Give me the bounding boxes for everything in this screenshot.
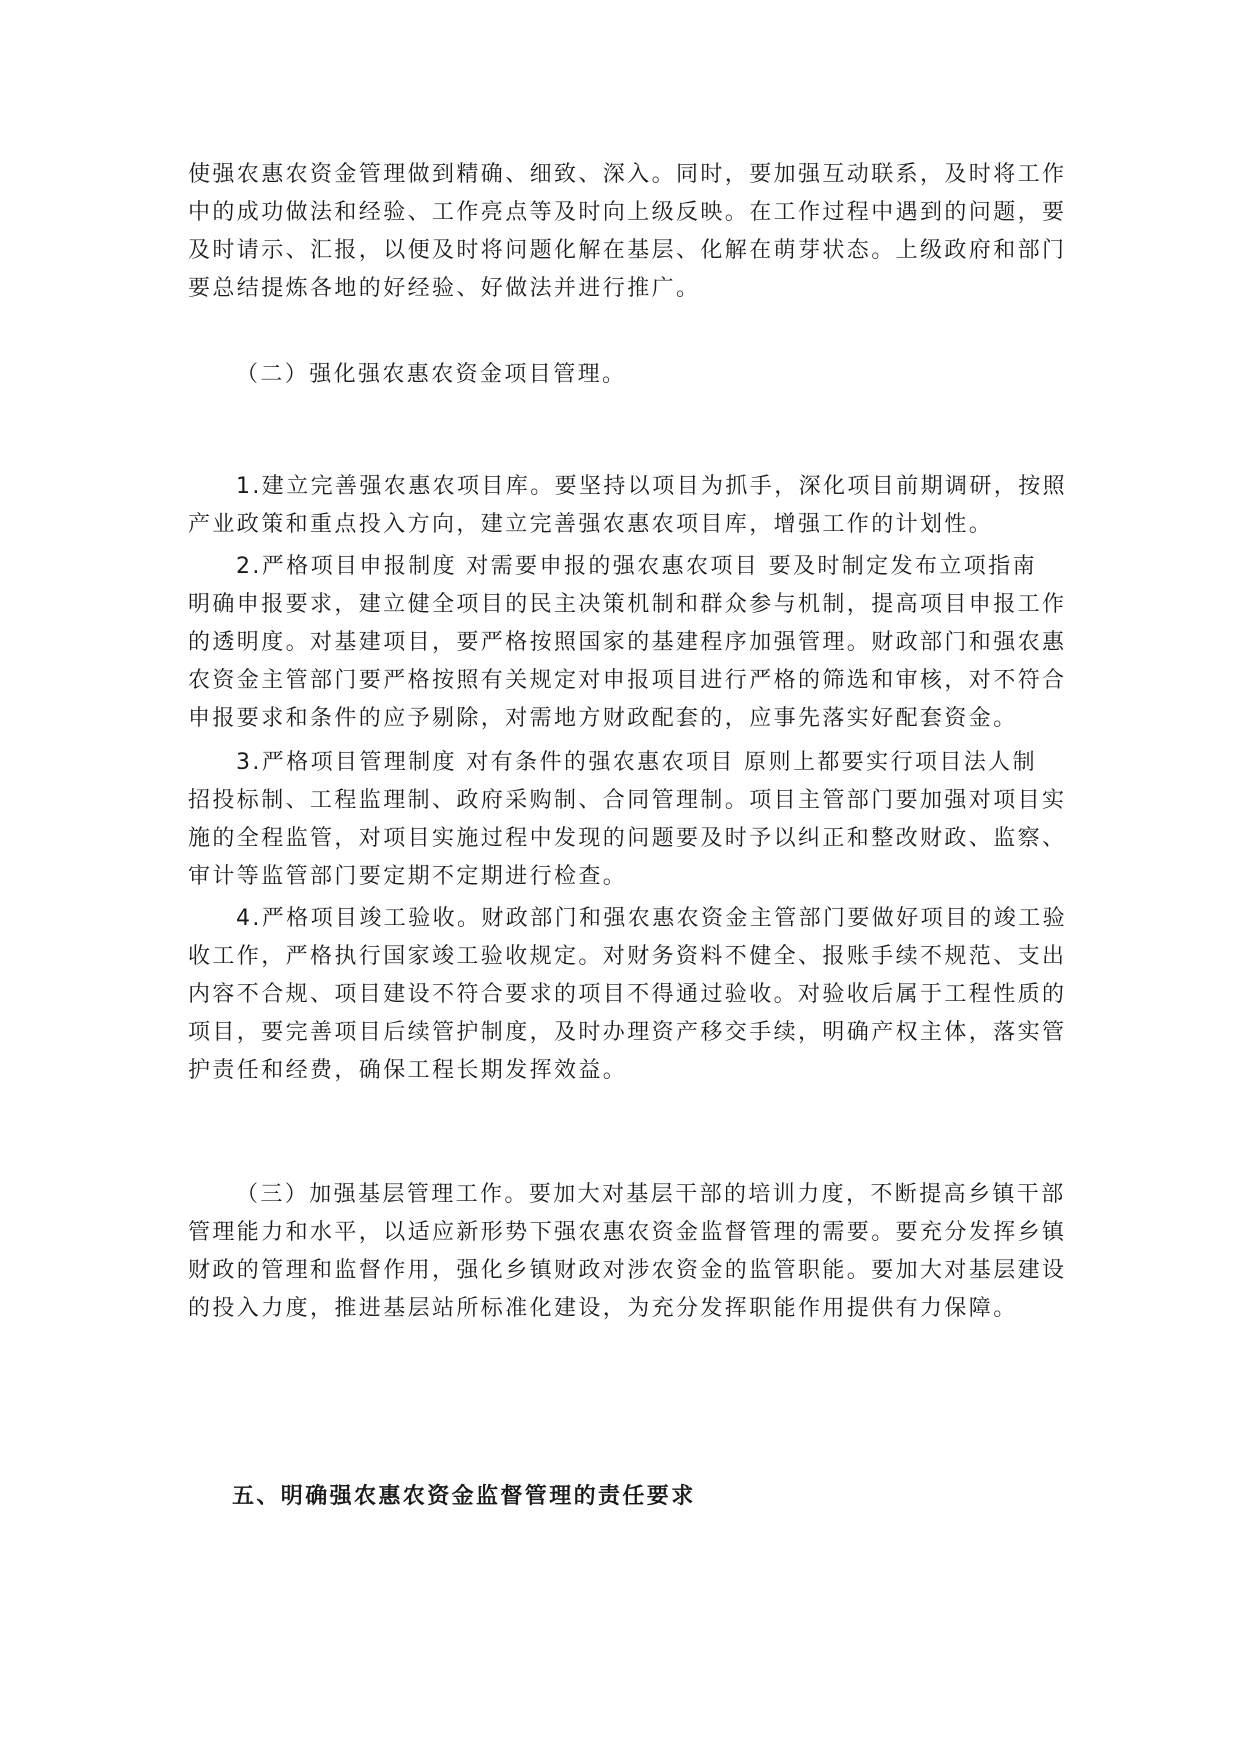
section-two-heading: （二）强化强农惠农资金项目管理。 xyxy=(236,362,627,387)
paragraph-line: 明确申报要求，建立健全项目的民主决策机制和群众参与机制，提高项目申报工作 xyxy=(188,592,1067,617)
paragraph-line: 项目，要完善项目后续管护制度，及时办理资产移交手续，明确产权主体，落实管 xyxy=(188,1020,1067,1045)
paragraph-line: 要总结提炼各地的好经验、好做法并进行推广。 xyxy=(188,276,701,301)
paragraph-line: 2.严格项目申报制度 对需要申报的强农惠农项目 要及时制定发布立项指南 xyxy=(236,554,1037,579)
paragraph-line: 财政的管理和监督作用，强化乡镇财政对涉农资金的监管职能。要加大对基层建设 xyxy=(188,1258,1067,1283)
paragraph-line: 1.建立完善强农惠农项目库。要坚持以项目为抓手，深化项目前期调研，按照 xyxy=(236,474,1067,499)
paragraph-line: （三）加强基层管理工作。要加大对基层干部的培训力度，不断提高乡镇干部 xyxy=(236,1182,1066,1207)
paragraph-line: 3.严格项目管理制度 对有条件的强农惠农项目 原则上都要实行项目法人制 xyxy=(236,750,1037,775)
paragraph-line: 招投标制、工程监理制、政府采购制、合同管理制。项目主管部门要加强对项目实 xyxy=(188,788,1067,813)
list-item-3 xyxy=(188,744,1083,896)
paragraph-line: 护责任和经费，确保工程长期发挥效益。 xyxy=(188,1058,628,1083)
list-item-2 xyxy=(188,548,1083,738)
section-three xyxy=(188,1176,1083,1328)
paragraph-line: 使强农惠农资金管理做到精确、细致、深入。同时，要加强互动联系，及时将工作 xyxy=(188,162,1067,187)
paragraph-line: 及时请示、汇报，以便及时将问题化解在基层、化解在萌芽状态。上级政府和部门 xyxy=(188,238,1067,263)
paragraph-line: 施的全程监管，对项目实施过程中发现的问题要及时予以纠正和整改财政、监察、 xyxy=(188,826,1067,851)
chapter-five-heading: 五、明确强农惠农资金监督管理的责任要求 xyxy=(232,1484,696,1509)
paragraph-line: 的透明度。对基建项目，要严格按照国家的基建程序加强管理。财政部门和强农惠 xyxy=(188,630,1067,655)
paragraph-line: 农资金主管部门要严格按照有关规定对申报项目进行严格的筛选和审核，对不符合 xyxy=(188,668,1067,693)
paragraph-line: 申报要求和条件的应予剔除，对需地方财政配套的，应事先落实好配套资金。 xyxy=(188,706,1018,731)
paragraph-line: 收工作，严格执行国家竣工验收规定。对财务资料不健全、报账手续不规范、支出 xyxy=(188,944,1067,969)
paragraph-intro xyxy=(188,156,1083,308)
section-two-heading-block xyxy=(188,356,1083,394)
paragraph-line: 中的成功做法和经验、工作亮点等及时向上级反映。在工作过程中遇到的问题，要 xyxy=(188,200,1067,225)
paragraph-line: 审计等监管部门要定期不定期进行检查。 xyxy=(188,864,628,889)
paragraph-line: 内容不合规、项目建设不符合要求的项目不得通过验收。对验收后属于工程性质的 xyxy=(188,982,1067,1007)
paragraph-line: 的投入力度，推进基层站所标准化建设，为充分发挥职能作用提供有力保障。 xyxy=(188,1296,1018,1321)
paragraph-line: 4.严格项目竣工验收。财政部门和强农惠农资金主管部门要做好项目的竣工验 xyxy=(236,906,1067,931)
paragraph-line: 管理能力和水平，以适应新形势下强农惠农资金监督管理的需要。要充分发挥乡镇 xyxy=(188,1220,1067,1245)
list-item-4 xyxy=(188,900,1083,1090)
list-item-1 xyxy=(188,468,1083,544)
paragraph-line: 产业政策和重点投入方向，建立完善强农惠农项目库，增强工作的计划性。 xyxy=(188,512,994,537)
